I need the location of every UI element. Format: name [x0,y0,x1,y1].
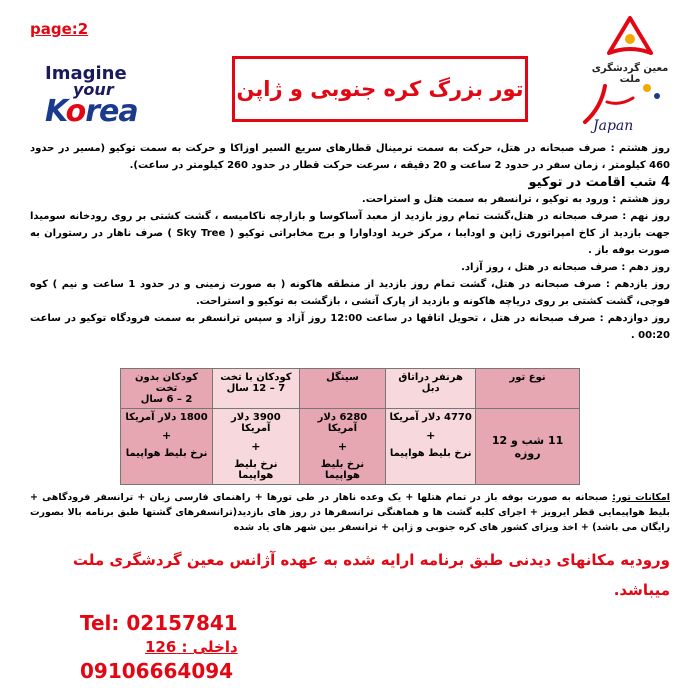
japan-logo [565,78,675,148]
price-double-cell: 4770 دلار آمریکا + نرخ بلیط هواپیما [386,409,476,485]
itinerary-section [30,140,670,344]
agency-logo [580,15,680,85]
day9-text: روز نهم : صرف صبحانه در هتل،گشت تمام روز بازدید از معبد آساکوسا و بازارچه ناکامیسه ، گشت کشتی بر روی رودخانه سومیدا جهت بازدید از کاخ امپراتوری ژاپن و اودایبا ، مرکز خرید اوداوارا و برج مخابراتی توکیو ( Sky Tree ) صرف ناهار در رستوران به صورت بوفه باز . [30,211,670,256]
price-child-bed-cell: 3900 دلار آمریکا + نرخ بلیط هواپیما [213,409,300,485]
imagine-your-korea-logo [45,63,175,129]
header-single: سینگل [299,369,386,409]
day10-text: روز دهم : صرف صبحانه در هتل ، روز آزاد. [461,262,670,273]
header-double: هرنفر دراتاق دبل [386,369,476,409]
agency-emblem-icon [605,15,655,57]
price-single-cell: 6280 دلار آمریکا + نرخ بلیط هواپیما [299,409,386,485]
page-title: تور بزرگ کره جنوبی و ژاپن [232,56,528,122]
day11-text: روز یازدهم : صرف صبحانه در هتل، گشت تمام روز بازدید از منطقه هاکونه ( به صورت زمینی و در حدود 1 ساعت و نیم ) کوه فوجی، گشت کشتی بر روی دریاچه هاکونه و بازدید از پارک آتشی ، بازگشت به توکیو و استراحت. [30,279,670,307]
price-table-row [121,409,580,485]
agency-name: معین گردشگری ملت [591,63,669,85]
japan-brush-icon [565,78,675,148]
japan-logo-text: Japan [593,118,634,134]
entrance-fee-notice: ورودیه مکانهای دیدنی طبق برنامه ارایه شده به عهده آژانس معین گردشگری ملت میباشد. [72,551,670,599]
korea-logo-line1: Imagine [45,63,127,84]
day8-departure-text: روز هشتم : صرف صبحانه در هتل، حرکت به سمت ترمینال قطارهای سریع السیر اوزاکا و حرکت به سمت توکیو (مسیر در حدود 460 کیلومتر ، زمان سفر در حدود 2 ساعت و 20 دقیقه ، سرعت حرکت قطار در حدود 260 کیلومتر در ساعت). [30,143,670,171]
extension-number: داخلی : 126 [144,638,238,656]
day12-text: روز دوازدهم : صرف صبحانه در هتل ، تحویل اتاقها در ساعت 12:00 روز آزاد و سپس ترانسفر به سمت فرودگاه توکیو در ساعت 00:20 . [30,313,670,341]
page-number: page:2 [30,20,89,38]
price-table-header-row [121,369,580,409]
services-text: صبحانه به صورت بوفه باز در تمام هتلها + یک وعده ناهار در طی تورها + راهنمای فارسی زبان + ترانسفر فرودگاهی + بلیط هواپیمایی قطر ایرویز + اجرای کلیه گشت ها و هماهنگی ترانسفرها در روز های بازدید(ترانسفرهای گشتها طبق برنامه بالا بصورت رایگان می باشد) + اخذ ویزای کشور های کره جنوبی و ژاپن + ترانسفر بین شهر های یاد شده [30,492,670,533]
header-child-no-bed: کودکان بدون تخت 2 – 6 سال [121,369,213,409]
contact-info [80,610,238,684]
header-tour-type: نوع تور [476,369,580,409]
price-table [120,368,580,485]
day8-arrival-text: روز هشتم : ورود به توکیو ، ترانسفر به سمت هتل و استراحت. [361,194,670,205]
mobile-number: 09106664094 [80,659,234,683]
header-child-with-bed: کودکان با تخت 7 – 12 سال [213,369,300,409]
services-label: امکانات تور: [612,492,671,503]
korea-logo-line2: your [73,80,114,99]
tour-services [30,490,670,535]
korea-logo-line3: Korea [45,94,138,129]
tour-duration-cell: 11 شب و 12 روزه [476,409,580,485]
tokyo-stay-heading: 4 شب اقامت در توکیو [528,175,670,190]
telephone-number: Tel: 02157841 [80,611,238,635]
price-child-no-bed-cell: 1800 دلار آمریکا + نرخ بلیط هواپیما [121,409,213,485]
